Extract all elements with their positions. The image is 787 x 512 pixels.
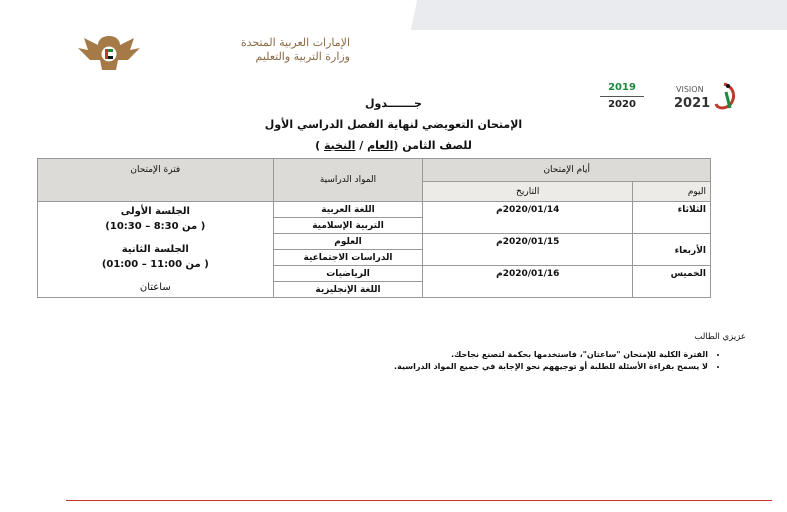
student-notes	[0, 332, 754, 374]
date-cell: 2020/01/16م	[423, 266, 633, 298]
ministry-line-1: الإمارات العربية المتحدة	[240, 36, 350, 49]
day-cell: الأربعاء	[633, 234, 711, 266]
notes-greeting: عزيزي الطالب	[694, 332, 746, 342]
subject-cell: العلوم	[273, 234, 423, 250]
exam-duration: ساعتان	[139, 282, 171, 293]
subheader-day: اليوم	[633, 182, 711, 202]
exam-schedule-table	[37, 158, 711, 298]
date-cell: 2020/01/14م	[423, 202, 633, 234]
document-titles	[0, 93, 787, 156]
ministry-name	[150, 36, 350, 64]
header-exam-days: أيام الإمتحان	[423, 159, 711, 182]
academic-year-start: 2019	[608, 82, 636, 93]
subject-cell: اللغة العربية	[273, 202, 423, 218]
session-2-time: ( من 11:00 – 01:00)	[101, 259, 209, 270]
date-cell: 2020/01/15م	[423, 234, 633, 266]
notes-list	[0, 350, 754, 371]
track-elite: النخبة	[323, 139, 356, 152]
header-exam-period: فترة الإمتحان	[38, 159, 274, 202]
header-decor-band	[408, 0, 787, 30]
ministry-line-2: وزارة التربية والتعليم	[255, 50, 350, 63]
schedule-title: جـــــــدول	[365, 97, 422, 110]
subject-cell: الدراسات الاجتماعية	[273, 250, 423, 266]
grade-prefix: للصف الثامن (	[393, 139, 472, 152]
exam-title: الإمتحان التعويضي لنهاية الفصل الدراسي الأول	[264, 118, 523, 131]
uae-emblem-icon	[74, 30, 144, 74]
track-general: العام	[367, 139, 394, 152]
session-1-time: ( من 8:30 – 10:30)	[105, 221, 206, 232]
subheader-date: التاريخ	[423, 182, 633, 202]
exam-period-cell	[38, 202, 274, 298]
note-item: • الفترة الكلية للإمتحان "ساعتان"، فاستخدمها بحكمة لتصنع نجاحك.	[0, 350, 708, 359]
note-item: • لا يسمح بقراءة الأسئلة للطلبة أو توجيههم نحو الإجابة في جميع المواد الدراسية.	[0, 362, 708, 371]
track-separator: /	[355, 139, 368, 152]
academic-year-end: 2020	[608, 99, 636, 110]
header-subjects: المواد الدراسية	[273, 159, 423, 202]
grade-title	[0, 135, 787, 156]
vision-label: VISION	[676, 85, 704, 94]
day-cell: الخميس	[633, 266, 711, 298]
session-1-label: الجلسة الأولى	[120, 206, 190, 217]
vision-year: 2021	[674, 96, 711, 111]
footer-divider	[66, 500, 772, 501]
grade-suffix: )	[315, 139, 324, 152]
subject-cell: اللغة الإنجليزية	[273, 282, 423, 298]
day-cell: الثلاثاء	[633, 202, 711, 234]
subject-cell: الرياضيات	[273, 266, 423, 282]
session-2-label: الجلسة الثانية	[121, 244, 189, 255]
subject-cell: التربية الإسلامية	[273, 218, 423, 234]
